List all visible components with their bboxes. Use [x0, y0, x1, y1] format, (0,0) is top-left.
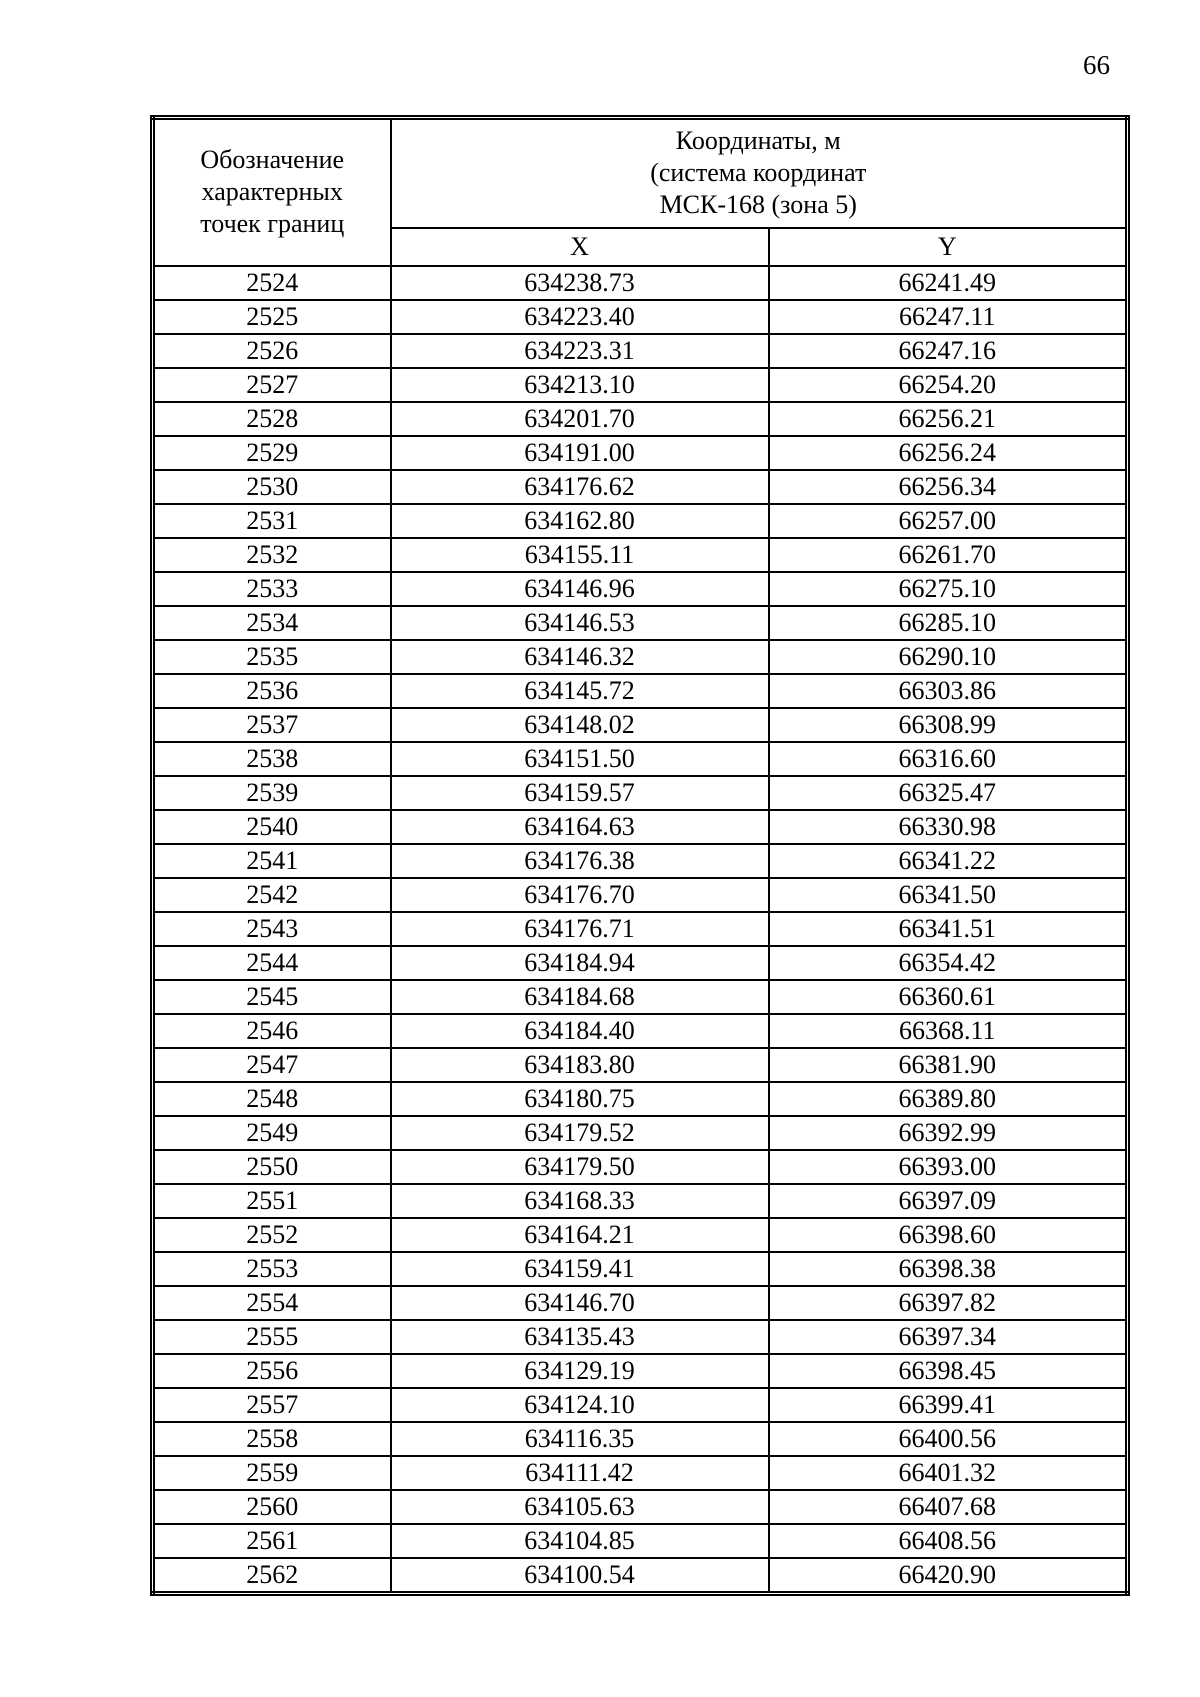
y-coordinate-cell: 66392.99 [769, 1116, 1128, 1150]
point-id-cell: 2531 [153, 504, 391, 538]
point-id-cell: 2535 [153, 640, 391, 674]
x-coordinate-cell: 634176.70 [391, 878, 769, 912]
x-coordinate-cell: 634164.21 [391, 1218, 769, 1252]
table-row [153, 810, 1128, 844]
header-coords-line-2: (система координат [650, 158, 867, 188]
x-coordinate-cell: 634124.10 [391, 1388, 769, 1422]
point-id-cell: 2552 [153, 1218, 391, 1252]
table-row [153, 1252, 1128, 1286]
table-row [153, 776, 1128, 810]
point-id-cell: 2554 [153, 1286, 391, 1320]
point-id-cell: 2540 [153, 810, 391, 844]
table-row [153, 1354, 1128, 1388]
point-id-cell: 2536 [153, 674, 391, 708]
table-row [153, 572, 1128, 606]
table-row [153, 1218, 1128, 1252]
y-coordinate-cell: 66316.60 [769, 742, 1128, 776]
header-coordinates-column [391, 118, 1128, 228]
x-coordinate-cell: 634104.85 [391, 1524, 769, 1558]
table-row [153, 1048, 1128, 1082]
point-id-cell: 2528 [153, 402, 391, 436]
table-row [153, 538, 1128, 572]
coordinates-table-header [153, 118, 1128, 266]
point-id-cell: 2538 [153, 742, 391, 776]
x-coordinate-cell: 634151.50 [391, 742, 769, 776]
x-coordinate-cell: 634176.71 [391, 912, 769, 946]
point-id-cell: 2543 [153, 912, 391, 946]
x-coordinate-cell: 634111.42 [391, 1456, 769, 1490]
table-row [153, 470, 1128, 504]
y-coordinate-cell: 66341.50 [769, 878, 1128, 912]
table-row [153, 266, 1128, 300]
y-coordinate-cell: 66393.00 [769, 1150, 1128, 1184]
y-coordinate-cell: 66256.21 [769, 402, 1128, 436]
point-id-cell: 2560 [153, 1490, 391, 1524]
table-row [153, 708, 1128, 742]
point-id-cell: 2542 [153, 878, 391, 912]
header-coords-line-1: Координаты, м [675, 126, 841, 156]
point-id-cell: 2529 [153, 436, 391, 470]
table-row [153, 368, 1128, 402]
y-coordinate-cell: 66341.51 [769, 912, 1128, 946]
x-coordinate-cell: 634135.43 [391, 1320, 769, 1354]
x-coordinate-cell: 634168.33 [391, 1184, 769, 1218]
header-points-line-1: Обозначение [200, 145, 345, 175]
y-coordinate-cell: 66398.45 [769, 1354, 1128, 1388]
y-coordinate-cell: 66360.61 [769, 980, 1128, 1014]
table-row [153, 1184, 1128, 1218]
x-coordinate-cell: 634146.53 [391, 606, 769, 640]
point-id-cell: 2561 [153, 1524, 391, 1558]
y-coordinate-cell: 66399.41 [769, 1388, 1128, 1422]
y-coordinate-cell: 66257.00 [769, 504, 1128, 538]
table-row [153, 1014, 1128, 1048]
table-row [153, 402, 1128, 436]
point-id-cell: 2533 [153, 572, 391, 606]
table-row [153, 1558, 1128, 1594]
point-id-cell: 2547 [153, 1048, 391, 1082]
y-coordinate-cell: 66256.34 [769, 470, 1128, 504]
y-coordinate-cell: 66420.90 [769, 1558, 1128, 1594]
y-coordinate-cell: 66389.80 [769, 1082, 1128, 1116]
table-row [153, 946, 1128, 980]
table-row [153, 1422, 1128, 1456]
y-coordinate-cell: 66308.99 [769, 708, 1128, 742]
y-coordinate-cell: 66285.10 [769, 606, 1128, 640]
y-coordinate-cell: 66408.56 [769, 1524, 1128, 1558]
y-coordinate-cell: 66397.82 [769, 1286, 1128, 1320]
table-row [153, 1150, 1128, 1184]
x-coordinate-cell: 634162.80 [391, 504, 769, 538]
table-row [153, 1116, 1128, 1150]
point-id-cell: 2537 [153, 708, 391, 742]
y-coordinate-cell: 66398.60 [769, 1218, 1128, 1252]
header-points-column [153, 118, 391, 266]
table-row [153, 844, 1128, 878]
point-id-cell: 2544 [153, 946, 391, 980]
x-coordinate-cell: 634146.32 [391, 640, 769, 674]
x-coordinate-cell: 634155.11 [391, 538, 769, 572]
y-coordinate-cell: 66303.86 [769, 674, 1128, 708]
x-coordinate-cell: 634146.70 [391, 1286, 769, 1320]
y-coordinate-cell: 66400.56 [769, 1422, 1128, 1456]
x-coordinate-cell: 634184.40 [391, 1014, 769, 1048]
y-coordinate-cell: 66330.98 [769, 810, 1128, 844]
y-coordinate-cell: 66397.09 [769, 1184, 1128, 1218]
x-coordinate-cell: 634201.70 [391, 402, 769, 436]
header-points-line-2: характерных [201, 177, 343, 207]
page-number: 66 [1083, 50, 1110, 80]
header-points-line-3: точек границ [200, 209, 345, 239]
point-id-cell: 2558 [153, 1422, 391, 1456]
point-id-cell: 2550 [153, 1150, 391, 1184]
y-coordinate-cell: 66407.68 [769, 1490, 1128, 1524]
y-coordinate-cell: 66401.32 [769, 1456, 1128, 1490]
header-y-label: Y [769, 228, 1128, 266]
x-coordinate-cell: 634183.80 [391, 1048, 769, 1082]
point-id-cell: 2551 [153, 1184, 391, 1218]
point-id-cell: 2553 [153, 1252, 391, 1286]
x-coordinate-cell: 634223.40 [391, 300, 769, 334]
table-row [153, 1286, 1128, 1320]
x-coordinate-cell: 634146.96 [391, 572, 769, 606]
table-row [153, 912, 1128, 946]
x-coordinate-cell: 634159.57 [391, 776, 769, 810]
point-id-cell: 2534 [153, 606, 391, 640]
table-row [153, 1490, 1128, 1524]
table-row [153, 606, 1128, 640]
x-coordinate-cell: 634116.35 [391, 1422, 769, 1456]
x-coordinate-cell: 634105.63 [391, 1490, 769, 1524]
header-x-label: X [391, 228, 769, 266]
x-coordinate-cell: 634213.10 [391, 368, 769, 402]
y-coordinate-cell: 66241.49 [769, 266, 1128, 300]
table-row [153, 504, 1128, 538]
table-row [153, 300, 1128, 334]
point-id-cell: 2557 [153, 1388, 391, 1422]
point-id-cell: 2559 [153, 1456, 391, 1490]
y-coordinate-cell: 66368.11 [769, 1014, 1128, 1048]
x-coordinate-cell: 634184.94 [391, 946, 769, 980]
point-id-cell: 2527 [153, 368, 391, 402]
point-id-cell: 2546 [153, 1014, 391, 1048]
y-coordinate-cell: 66254.20 [769, 368, 1128, 402]
x-coordinate-cell: 634191.00 [391, 436, 769, 470]
x-coordinate-cell: 634179.52 [391, 1116, 769, 1150]
x-coordinate-cell: 634100.54 [391, 1558, 769, 1594]
y-coordinate-cell: 66290.10 [769, 640, 1128, 674]
point-id-cell: 2548 [153, 1082, 391, 1116]
coordinates-table [150, 115, 1130, 1596]
header-row-main [153, 118, 1128, 228]
point-id-cell: 2525 [153, 300, 391, 334]
y-coordinate-cell: 66397.34 [769, 1320, 1128, 1354]
point-id-cell: 2562 [153, 1558, 391, 1594]
x-coordinate-cell: 634238.73 [391, 266, 769, 300]
point-id-cell: 2549 [153, 1116, 391, 1150]
table-row [153, 1388, 1128, 1422]
y-coordinate-cell: 66341.22 [769, 844, 1128, 878]
x-coordinate-cell: 634164.63 [391, 810, 769, 844]
y-coordinate-cell: 66381.90 [769, 1048, 1128, 1082]
point-id-cell: 2532 [153, 538, 391, 572]
y-coordinate-cell: 66261.70 [769, 538, 1128, 572]
y-coordinate-cell: 66275.10 [769, 572, 1128, 606]
table-row [153, 878, 1128, 912]
table-row [153, 980, 1128, 1014]
x-coordinate-cell: 634145.72 [391, 674, 769, 708]
point-id-cell: 2555 [153, 1320, 391, 1354]
table-row [153, 674, 1128, 708]
point-id-cell: 2524 [153, 266, 391, 300]
point-id-cell: 2539 [153, 776, 391, 810]
table-row [153, 640, 1128, 674]
y-coordinate-cell: 66354.42 [769, 946, 1128, 980]
x-coordinate-cell: 634176.62 [391, 470, 769, 504]
table-row [153, 1320, 1128, 1354]
x-coordinate-cell: 634179.50 [391, 1150, 769, 1184]
table-row [153, 334, 1128, 368]
x-coordinate-cell: 634148.02 [391, 708, 769, 742]
table-row [153, 436, 1128, 470]
header-coords-line-3: МСК-168 (зона 5) [659, 190, 857, 220]
table-row [153, 1524, 1128, 1558]
point-id-cell: 2530 [153, 470, 391, 504]
table-row [153, 1456, 1128, 1490]
coordinate-rows [153, 266, 1128, 1594]
y-coordinate-cell: 66247.11 [769, 300, 1128, 334]
x-coordinate-cell: 634129.19 [391, 1354, 769, 1388]
y-coordinate-cell: 66247.16 [769, 334, 1128, 368]
x-coordinate-cell: 634180.75 [391, 1082, 769, 1116]
x-coordinate-cell: 634184.68 [391, 980, 769, 1014]
x-coordinate-cell: 634223.31 [391, 334, 769, 368]
y-coordinate-cell: 66325.47 [769, 776, 1128, 810]
table-row [153, 1082, 1128, 1116]
point-id-cell: 2556 [153, 1354, 391, 1388]
point-id-cell: 2541 [153, 844, 391, 878]
x-coordinate-cell: 634159.41 [391, 1252, 769, 1286]
y-coordinate-cell: 66398.38 [769, 1252, 1128, 1286]
y-coordinate-cell: 66256.24 [769, 436, 1128, 470]
point-id-cell: 2526 [153, 334, 391, 368]
point-id-cell: 2545 [153, 980, 391, 1014]
x-coordinate-cell: 634176.38 [391, 844, 769, 878]
table-row [153, 742, 1128, 776]
